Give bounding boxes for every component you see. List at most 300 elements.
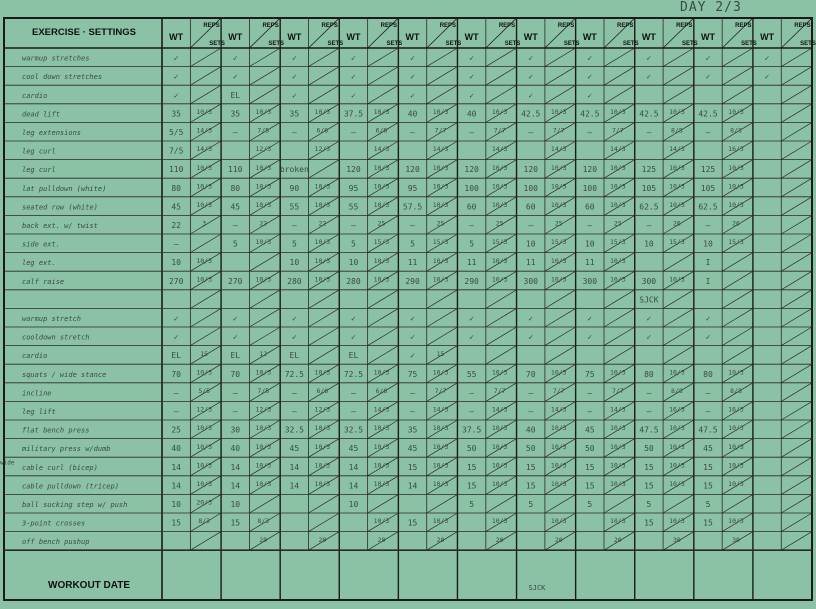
weight-entry: 290 bbox=[464, 276, 479, 286]
weight-entry: 62.5 bbox=[639, 202, 659, 212]
weight-entry: 15 bbox=[703, 481, 713, 491]
weight-entry: 14 bbox=[171, 462, 182, 472]
reps-sets-entry: 10/3 bbox=[196, 163, 213, 172]
footer-signature: SJCK bbox=[528, 584, 546, 592]
weight-entry: 10 bbox=[644, 239, 654, 249]
reps-header: REPS bbox=[439, 23, 457, 29]
reps-sets-entry: 6/6 bbox=[375, 126, 388, 135]
reps-sets-entry: 10/3 bbox=[373, 163, 390, 172]
weight-entry: 47.5 bbox=[698, 425, 718, 435]
weight-entry: 290 bbox=[405, 276, 420, 286]
reps-sets-entry: 14/3 bbox=[432, 145, 449, 154]
weight-entry: 55 bbox=[348, 202, 359, 212]
cell-slash bbox=[545, 85, 576, 104]
exercise-name: leg extensions bbox=[22, 129, 82, 138]
weight-entry: ✓ bbox=[291, 314, 297, 324]
weight-entry: 35 bbox=[171, 109, 182, 119]
reps-sets-entry: 10/3 bbox=[432, 275, 449, 284]
weight-entry: I bbox=[705, 276, 711, 286]
weight-entry: SJCK bbox=[639, 295, 659, 305]
cell-slash bbox=[309, 327, 340, 346]
sets-header: SETS bbox=[386, 41, 403, 47]
weight-entry: ✓ bbox=[291, 332, 297, 342]
weight-entry: 60 bbox=[466, 202, 477, 212]
reps-sets-entry: 10/3 bbox=[196, 275, 213, 284]
exercise-name: incline bbox=[22, 389, 52, 398]
cell-slash bbox=[663, 48, 694, 67]
weight-entry: 55 bbox=[466, 369, 477, 379]
cell-slash bbox=[368, 308, 399, 327]
weight-entry: 75 bbox=[407, 369, 418, 379]
cell-slash bbox=[722, 67, 753, 86]
weight-entry: — bbox=[646, 128, 652, 138]
weight-entry: 10 bbox=[171, 500, 182, 510]
weight-entry: ✓ bbox=[173, 90, 179, 100]
reps-sets-entry: 10/3 bbox=[609, 480, 626, 489]
reps-sets-entry: 15 bbox=[436, 349, 445, 358]
weight-entry: ✓ bbox=[528, 314, 534, 324]
weight-entry: 5 bbox=[291, 239, 297, 249]
weight-entry: 32.5 bbox=[343, 425, 364, 435]
reps-sets-entry: 20 bbox=[436, 535, 445, 544]
reps-sets-entry: 10/3 bbox=[432, 163, 449, 172]
reps-sets-entry: 10/3 bbox=[432, 182, 449, 191]
weight-entry: — bbox=[291, 128, 297, 138]
cell-slash bbox=[486, 67, 517, 86]
weight-entry: ✓ bbox=[528, 53, 534, 63]
weight-entry: 120 bbox=[523, 165, 538, 175]
reps-sets-entry: 25 bbox=[613, 219, 622, 228]
weight-entry: 45 bbox=[584, 425, 595, 435]
reps-sets-entry: 30 bbox=[732, 535, 740, 544]
reps-sets-entry: 10/3 bbox=[669, 368, 685, 377]
reps-sets-entry: 7/5 bbox=[257, 387, 270, 396]
reps-sets-entry: 10/3 bbox=[255, 275, 272, 284]
cell-slash bbox=[781, 308, 812, 327]
wt-header: WT bbox=[464, 32, 479, 42]
weight-entry: — bbox=[173, 407, 179, 417]
reps-sets-entry: 20 bbox=[377, 535, 386, 544]
weight-entry: — bbox=[232, 221, 238, 231]
cell-slash bbox=[722, 346, 753, 365]
sets-header: SETS bbox=[268, 41, 285, 47]
cell-slash bbox=[663, 308, 694, 327]
cell-slash bbox=[368, 290, 399, 309]
cell-slash bbox=[781, 253, 812, 272]
reps-sets-entry: 10/3 bbox=[669, 163, 685, 172]
weight-entry: — bbox=[646, 407, 652, 417]
cell-slash bbox=[722, 290, 753, 309]
weight-entry: 270 bbox=[228, 276, 243, 286]
weight-entry: ✓ bbox=[351, 332, 356, 342]
weight-entry: 10 bbox=[230, 500, 241, 510]
cell-slash bbox=[427, 327, 458, 346]
weight-entry: ✓ bbox=[705, 72, 711, 82]
reps-header: REPS bbox=[676, 23, 693, 29]
exercise-name: lat pulldown (white) bbox=[22, 184, 107, 193]
weight-entry: — bbox=[351, 128, 356, 138]
weight-entry: 14 bbox=[289, 462, 300, 472]
wt-header: WT bbox=[582, 32, 597, 42]
reps-sets-entry: 10/3 bbox=[550, 275, 567, 284]
reps-sets-entry: 3 bbox=[202, 219, 207, 228]
reps-sets-entry: 10/3 bbox=[255, 238, 272, 247]
cell-slash bbox=[663, 327, 694, 346]
cell-slash bbox=[781, 476, 812, 495]
cell-slash bbox=[486, 494, 517, 513]
weight-entry: — bbox=[410, 388, 415, 398]
reps-sets-entry: 7/7 bbox=[493, 387, 506, 396]
weight-entry: ✓ bbox=[469, 332, 475, 342]
weight-entry: 35 bbox=[230, 109, 241, 119]
reps-sets-entry: 10/3 bbox=[669, 480, 685, 489]
weight-entry: ✓ bbox=[528, 332, 534, 342]
weight-entry: 70 bbox=[230, 369, 241, 379]
reps-sets-entry: 10/3 bbox=[432, 108, 449, 117]
weight-entry: — bbox=[351, 407, 356, 417]
reps-sets-entry: 10/3 bbox=[491, 108, 508, 117]
weight-entry: 45 bbox=[348, 444, 359, 454]
reps-sets-entry: 14/3 bbox=[669, 145, 685, 154]
reps-sets-entry: 7/7 bbox=[493, 126, 506, 135]
reps-sets-entry: 6/6 bbox=[375, 387, 388, 396]
weight-entry: — bbox=[351, 388, 356, 398]
reps-sets-entry: 30 bbox=[673, 535, 681, 544]
reps-sets-entry: 10/3 bbox=[669, 182, 685, 191]
exercise-name: military press w/dumb bbox=[22, 445, 111, 454]
weight-entry: 50 bbox=[525, 444, 536, 454]
reps-sets-entry: 10/3 bbox=[373, 442, 390, 451]
reps-sets-entry: 10/3 bbox=[669, 108, 685, 117]
cell-slash bbox=[604, 290, 635, 309]
reps-sets-entry: 10/3 bbox=[669, 517, 685, 526]
reps-header: REPS bbox=[735, 23, 752, 29]
reps-sets-entry: 15/3 bbox=[550, 238, 567, 247]
weight-entry: 10 bbox=[348, 258, 359, 268]
cell-slash bbox=[781, 48, 812, 67]
weight-entry: — bbox=[469, 388, 475, 398]
reps-sets-entry: 10/3 bbox=[314, 256, 331, 265]
weight-entry: 50 bbox=[584, 444, 595, 454]
cell-slash bbox=[722, 308, 753, 327]
exercise-name: off bench pushup bbox=[22, 538, 90, 547]
reps-sets-entry: 10/3 bbox=[314, 182, 331, 191]
reps-sets-entry: 26 bbox=[732, 219, 740, 228]
cell-slash bbox=[427, 85, 458, 104]
reps-sets-entry: 10/3 bbox=[609, 108, 626, 117]
reps-sets-entry: 10/3 bbox=[196, 442, 213, 451]
weight-entry: — bbox=[410, 407, 415, 417]
weight-entry: 35 bbox=[407, 425, 418, 435]
cell-slash bbox=[781, 67, 812, 86]
weight-entry: 100 bbox=[523, 183, 538, 193]
reps-sets-entry: 10/3 bbox=[373, 108, 390, 117]
weight-entry: ✓ bbox=[528, 90, 534, 100]
reps-sets-entry: 10/3 bbox=[373, 461, 390, 470]
weight-entry: 45 bbox=[407, 444, 418, 454]
weight-entry: — bbox=[410, 221, 415, 231]
reps-sets-entry: 14/3 bbox=[491, 405, 508, 414]
weight-entry: — bbox=[646, 388, 652, 398]
cell-slash bbox=[781, 197, 812, 216]
reps-sets-entry: 8/8 bbox=[730, 387, 742, 396]
weight-entry: 10 bbox=[703, 239, 713, 249]
reps-sets-entry: 10/3 bbox=[491, 182, 508, 191]
reps-sets-entry: 10/3 bbox=[550, 424, 567, 433]
reps-sets-entry: 10/3 bbox=[432, 480, 449, 489]
reps-header: REPS bbox=[617, 23, 634, 29]
weight-entry: ✓ bbox=[351, 72, 356, 82]
reps-sets-entry: 10/3 bbox=[491, 163, 508, 172]
reps-sets-entry: 7/7 bbox=[611, 126, 624, 135]
weight-entry: 5 bbox=[232, 239, 238, 249]
weight-entry: — bbox=[705, 128, 711, 138]
weight-entry: 90 bbox=[289, 183, 300, 193]
reps-sets-entry: 10/3 bbox=[196, 182, 213, 191]
cell-slash bbox=[722, 48, 753, 67]
reps-sets-entry: 10/3 bbox=[491, 275, 508, 284]
reps-sets-entry: 10/3 bbox=[728, 461, 744, 470]
weight-entry: ✓ bbox=[587, 72, 593, 82]
cell-slash bbox=[781, 364, 812, 383]
cell-slash bbox=[545, 308, 576, 327]
weight-entry: — bbox=[291, 221, 297, 231]
weight-entry: — bbox=[469, 128, 475, 138]
reps-sets-entry: 20 bbox=[613, 535, 622, 544]
reps-sets-entry: 10/3 bbox=[609, 201, 626, 210]
reps-sets-entry: 15/3 bbox=[609, 238, 626, 247]
cell-slash bbox=[781, 401, 812, 420]
reps-sets-entry: 12/3 bbox=[255, 145, 272, 154]
reps-sets-entry: 20 bbox=[495, 535, 504, 544]
weight-entry: — bbox=[291, 407, 297, 417]
reps-sets-entry: 10/3 bbox=[432, 424, 449, 433]
reps-sets-entry: 25 bbox=[495, 219, 504, 228]
cell-slash bbox=[486, 290, 517, 309]
cell-slash bbox=[368, 346, 399, 365]
wt-header: WT bbox=[760, 32, 775, 42]
cell-slash bbox=[781, 141, 812, 160]
weight-entry: 5 bbox=[469, 239, 475, 249]
cell-slash bbox=[486, 346, 517, 365]
cell-slash bbox=[190, 532, 221, 551]
cell-slash bbox=[190, 67, 221, 86]
cell-slash bbox=[663, 253, 694, 272]
weight-entry: ✓ bbox=[351, 90, 356, 100]
weight-entry: 42.5 bbox=[580, 109, 600, 119]
exercise-name: squats / wide stance bbox=[22, 370, 107, 379]
weight-entry: 300 bbox=[523, 276, 538, 286]
reps-sets-entry: 10/3 bbox=[491, 517, 508, 526]
exercise-name: flat bench press bbox=[22, 426, 90, 435]
weight-entry: EL bbox=[289, 351, 300, 361]
reps-sets-entry: 25 bbox=[377, 219, 386, 228]
weight-entry: 10 bbox=[171, 258, 182, 268]
cell-slash bbox=[545, 346, 576, 365]
reps-sets-entry: 10/3 bbox=[255, 368, 272, 377]
reps-sets-entry: 10/3 bbox=[609, 368, 626, 377]
wt-header: WT bbox=[287, 32, 302, 42]
weight-entry: I bbox=[705, 258, 711, 268]
weight-entry: 37.5 bbox=[462, 425, 482, 435]
weight-entry: ✓ bbox=[232, 72, 238, 82]
weight-entry: 15 bbox=[407, 462, 418, 472]
cell-slash bbox=[781, 271, 812, 290]
cell-slash bbox=[249, 85, 280, 104]
exercise-name: cable curl (bicep) bbox=[22, 463, 98, 472]
weight-entry: ✓ bbox=[646, 314, 652, 324]
reps-sets-entry: 14/3 bbox=[196, 145, 213, 154]
reps-sets-entry: 7/7 bbox=[434, 387, 447, 396]
weight-entry: 14 bbox=[348, 481, 359, 491]
weight-entry: 120 bbox=[405, 165, 420, 175]
weight-entry: 15 bbox=[525, 462, 536, 472]
weight-entry: 32.5 bbox=[284, 425, 304, 435]
weight-entry: 80 bbox=[644, 369, 654, 379]
weight-entry: 22 bbox=[171, 221, 182, 231]
cell-slash bbox=[190, 290, 221, 309]
cell-slash bbox=[781, 346, 812, 365]
reps-sets-entry: 10/3 bbox=[669, 442, 685, 451]
weight-entry: 5 bbox=[587, 500, 593, 510]
weight-entry: ✓ bbox=[351, 53, 356, 63]
weight-entry: 42.5 bbox=[639, 109, 659, 119]
reps-sets-entry: 10/3 bbox=[373, 182, 390, 191]
weight-entry: ✓ bbox=[469, 72, 475, 82]
weight-entry: 100 bbox=[582, 183, 598, 193]
reps-sets-entry: 22 bbox=[318, 219, 327, 228]
weight-entry: 50 bbox=[466, 444, 477, 454]
reps-header: REPS bbox=[380, 23, 397, 29]
cell-slash bbox=[368, 85, 399, 104]
weight-entry: — bbox=[587, 388, 593, 398]
weight-entry: 10 bbox=[348, 500, 359, 510]
cell-slash bbox=[781, 160, 812, 179]
weight-entry: ✓ bbox=[232, 332, 238, 342]
weight-entry: 95 bbox=[348, 183, 359, 193]
weight-entry: 45 bbox=[703, 444, 713, 454]
reps-sets-entry: 10/3 bbox=[669, 275, 685, 284]
reps-sets-entry: 20 bbox=[259, 535, 268, 544]
weight-entry: EL bbox=[348, 351, 359, 361]
reps-sets-entry: 10/3 bbox=[314, 480, 331, 489]
wt-header: WT bbox=[228, 32, 243, 42]
reps-sets-entry: 25 bbox=[554, 219, 563, 228]
weight-entry: — bbox=[232, 388, 238, 398]
cell-slash bbox=[309, 346, 340, 365]
wt-header: WT bbox=[701, 32, 715, 42]
reps-sets-entry: 10/3 bbox=[550, 256, 567, 265]
cell-slash bbox=[604, 85, 635, 104]
weight-entry: 10 bbox=[289, 258, 300, 268]
weight-entry: 15 bbox=[644, 462, 654, 472]
cell-slash bbox=[604, 494, 635, 513]
reps-sets-entry: 10/3 bbox=[373, 480, 390, 489]
reps-sets-entry: 10/3 bbox=[550, 517, 567, 526]
exercise-name: warmup stretches bbox=[22, 54, 90, 63]
weight-entry: 110 bbox=[228, 165, 243, 175]
cell-slash bbox=[545, 48, 576, 67]
reps-sets-entry: 10/3 bbox=[373, 275, 390, 284]
weight-entry: EL bbox=[171, 351, 182, 361]
reps-sets-entry: 10/3 bbox=[314, 201, 331, 210]
wt-header: WT bbox=[169, 32, 184, 42]
weight-entry: ✓ bbox=[587, 53, 593, 63]
exercise-name: cardio bbox=[22, 91, 48, 100]
weight-entry: ✓ bbox=[173, 314, 179, 324]
exercise-name: cool down stretches bbox=[22, 73, 103, 82]
reps-sets-entry: 10/3 bbox=[196, 461, 213, 470]
weight-entry: 14 bbox=[230, 462, 241, 472]
exercise-name: side ext. bbox=[22, 240, 60, 249]
weight-entry: ✓ bbox=[528, 72, 534, 82]
reps-sets-entry: 10/3 bbox=[550, 368, 567, 377]
reps-sets-entry: 10/3 bbox=[609, 442, 626, 451]
reps-sets-entry: 10/3 bbox=[609, 275, 626, 284]
reps-sets-entry: 10/3 bbox=[728, 201, 744, 210]
reps-sets-entry: 25 bbox=[436, 219, 445, 228]
cell-slash bbox=[604, 308, 635, 327]
reps-sets-entry: 10/3 bbox=[314, 424, 331, 433]
exercise-name: warmup stretch bbox=[22, 315, 82, 324]
reps-sets-entry: 10/3 bbox=[314, 442, 331, 451]
reps-sets-entry: 8/3 bbox=[257, 517, 270, 526]
reps-sets-entry: 10/3 bbox=[196, 424, 213, 433]
reps-sets-entry: 10/3 bbox=[314, 108, 331, 117]
weight-entry: 15 bbox=[703, 462, 713, 472]
cell-slash bbox=[190, 85, 221, 104]
cell-slash bbox=[309, 85, 340, 104]
weight-entry: 11 bbox=[407, 258, 418, 268]
weight-entry: 11 bbox=[584, 258, 595, 268]
weight-entry: 120 bbox=[582, 165, 598, 175]
weight-entry: ✓ bbox=[291, 53, 297, 63]
reps-sets-entry: 10/3 bbox=[550, 480, 567, 489]
cell-slash bbox=[604, 346, 635, 365]
weight-entry: 125 bbox=[700, 165, 716, 175]
sets-header: SETS bbox=[800, 41, 816, 47]
cell-slash bbox=[663, 290, 694, 309]
reps-header: REPS bbox=[794, 23, 811, 29]
reps-sets-entry: 10/3 bbox=[432, 201, 449, 210]
weight-entry: ✓ bbox=[232, 53, 238, 63]
reps-sets-entry: 10/3 bbox=[728, 108, 744, 117]
reps-sets-entry: 10/3 bbox=[314, 461, 331, 470]
reps-sets-entry: 10/3 bbox=[373, 368, 390, 377]
weight-entry: — bbox=[528, 388, 534, 398]
cell-slash bbox=[781, 290, 812, 309]
reps-header: REPS bbox=[203, 23, 220, 29]
reps-sets-entry: 10/3 bbox=[609, 163, 626, 172]
cell-slash bbox=[249, 290, 280, 309]
reps-sets-entry: 14/3 bbox=[609, 145, 626, 154]
weight-entry: 14 bbox=[289, 481, 300, 491]
weight-entry: ✓ bbox=[764, 72, 770, 82]
reps-sets-entry: 14/3 bbox=[196, 126, 213, 135]
weight-entry: — bbox=[173, 388, 179, 398]
weight-entry: 40 bbox=[171, 444, 182, 454]
exercise-settings-header: EXERCISE · SETTINGS bbox=[32, 27, 136, 38]
weight-entry: 55 bbox=[289, 202, 300, 212]
reps-sets-entry: 10/3 bbox=[550, 108, 567, 117]
weight-entry: 57.5 bbox=[402, 202, 423, 212]
cell-slash bbox=[781, 383, 812, 402]
sets-header: SETS bbox=[445, 41, 462, 47]
weight-entry: 10 bbox=[584, 239, 595, 249]
weight-entry: 45 bbox=[230, 202, 241, 212]
weight-entry: ✓ bbox=[173, 332, 179, 342]
weight-entry: 14 bbox=[230, 481, 241, 491]
